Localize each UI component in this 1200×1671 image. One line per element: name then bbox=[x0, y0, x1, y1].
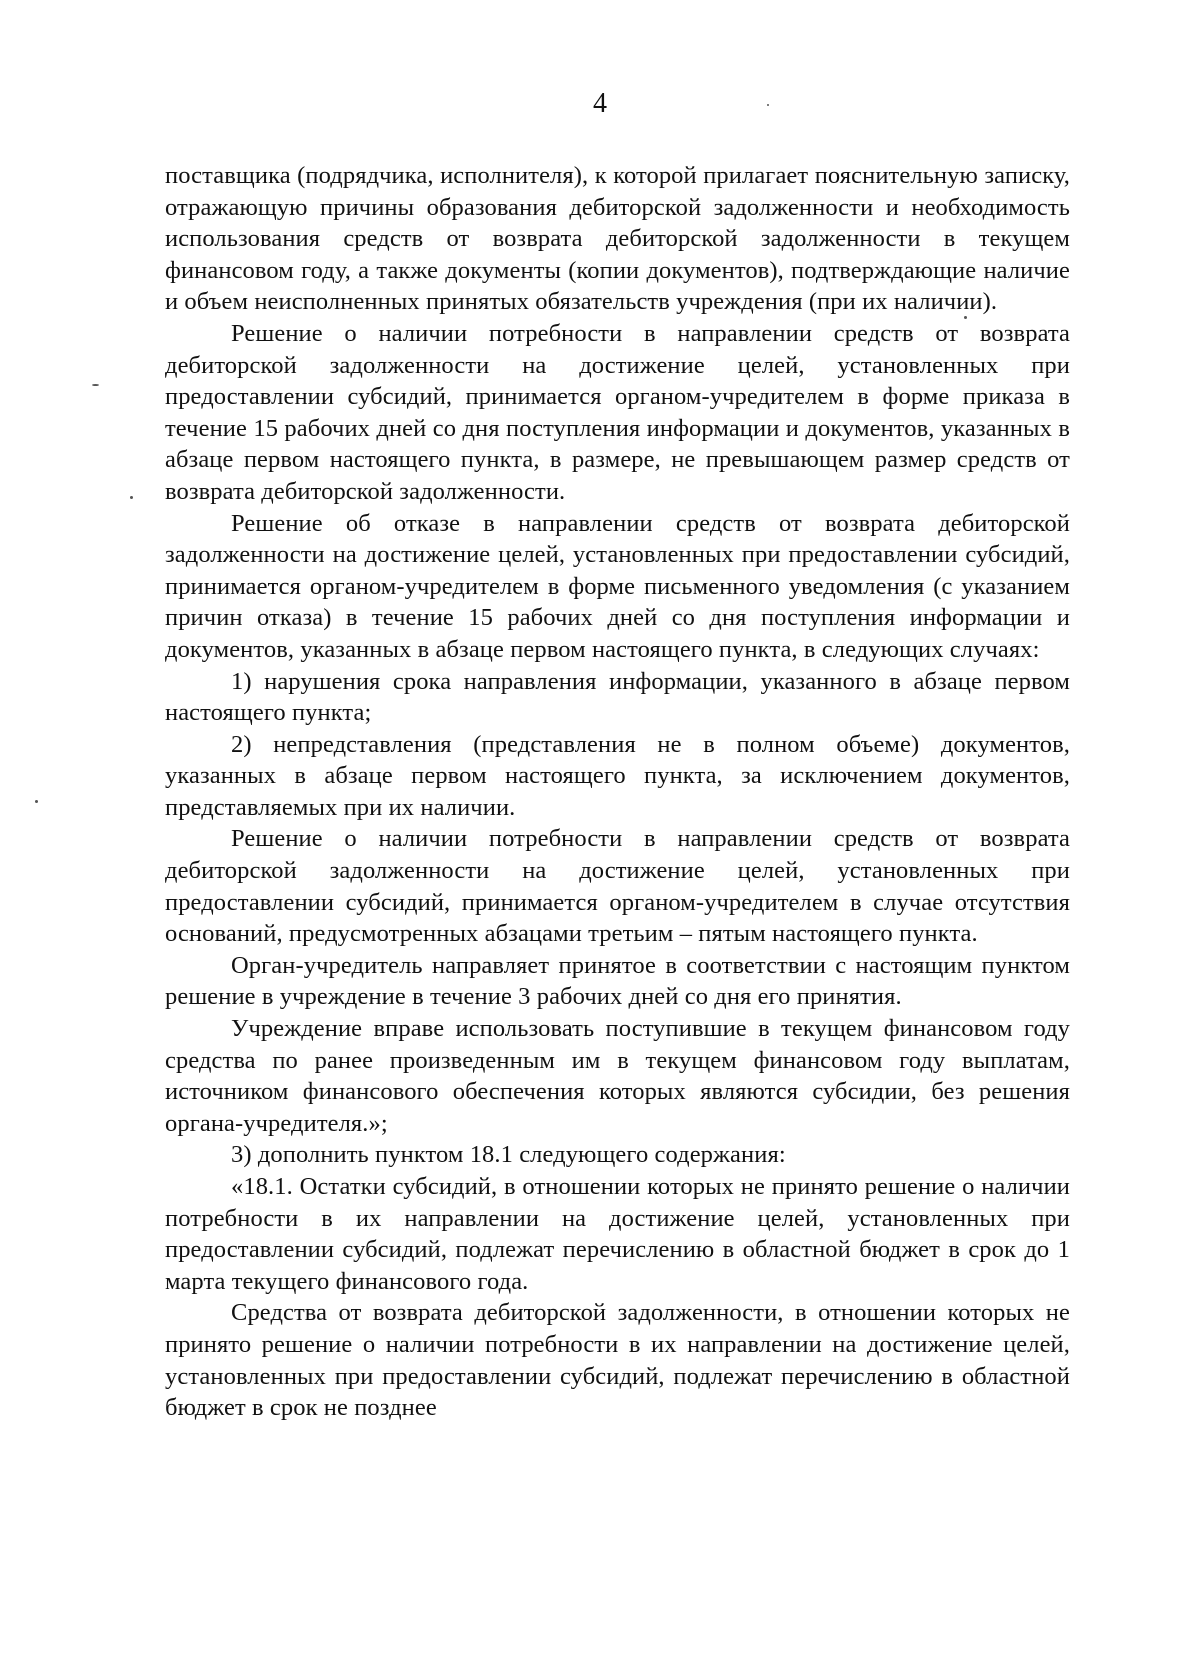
scan-speck bbox=[964, 316, 967, 319]
list-item: 1) нарушения срока направления информации, указанного в абзаце первом настоящего пункта; bbox=[165, 667, 1070, 727]
scan-speck bbox=[92, 384, 99, 386]
paragraph: Решение о наличии потребности в направлении средств от возврата дебиторской задолженности на достижение целей, установленных при предоставлении субсидий, принимается органом-учредителем в форме приказа в течение 15 рабочих дней со дня поступления информации и документов, указанных в абзаце первом настоящего пункта, в размере, не превышающем размер средств от возврата дебиторской задолженности. bbox=[165, 319, 1070, 505]
page-number: 4 bbox=[593, 88, 607, 119]
paragraph: Орган-учредитель направляет принятое в соответствии с настоящим пунктом решение в учреждение в течение 3 рабочих дней со дня его принятия. bbox=[165, 951, 1070, 1011]
document-body bbox=[165, 160, 1070, 1424]
scan-speck bbox=[35, 800, 38, 803]
paragraph: Решение о наличии потребности в направлении средств от возврата дебиторской задолженности на достижение целей, установленных при предоставлении субсидий, принимается органом-учредителем в случае отсутствия оснований, предусмотренных абзацами третьим – пятым настоящего пункта. bbox=[165, 825, 1070, 948]
paragraph: Решение об отказе в направлении средств от возврата дебиторской задолженности на достижение целей, установленных при предоставлении субсидий, принимается органом-учредителем в форме письменного уведомления (с указанием причин отказа) в течение 15 рабочих дней со дня поступления информации и документов, указанных в абзаце первом настоящего пункта, в следующих случаях: bbox=[165, 509, 1070, 663]
scan-speck bbox=[767, 104, 769, 106]
paragraph: Учреждение вправе использовать поступившие в текущем финансовом году средства по ранее произведенным им в текущем финансовом году выплатам, источником финансового обеспечения которых являются субсидии, без решения органа-учредителя.»; bbox=[165, 1015, 1070, 1137]
paragraph: Средства от возврата дебиторской задолженности, в отношении которых не принято решение о наличии потребности в их направлении на достижение целей, установленных при предоставлении субсидий, подлежат перечислению в областной бюджет в срок не позднее bbox=[165, 1299, 1070, 1422]
list-item: 3) дополнить пунктом 18.1 следующего содержания: bbox=[231, 1141, 786, 1169]
paragraph: «18.1. Остатки субсидий, в отношении которых не принято решение о наличии потребности в их направлении на достижение целей, установленных при предоставлении субсидий, подлежат перечислению в областной бюджет в срок до 1 марта текущего финансового года. bbox=[165, 1173, 1070, 1295]
list-item: 2) непредставления (представления не в полном объеме) документов, указанных в абзаце первом настоящего пункта, за исключением документов, представляемых при их наличии. bbox=[165, 730, 1070, 821]
scan-speck bbox=[130, 496, 133, 499]
paragraph-continuation: поставщика (подрядчика, исполнителя), к которой прилагает пояснительную записку, отражающую причины образования дебиторской задолженности и необходимость использования средств от возврата дебиторской задолженности в текущем финансовом году, а также документы (копии документов), подтверждающие наличие и объем неисполненных принятых обязательств учреждения (при их наличии). bbox=[165, 162, 1070, 316]
